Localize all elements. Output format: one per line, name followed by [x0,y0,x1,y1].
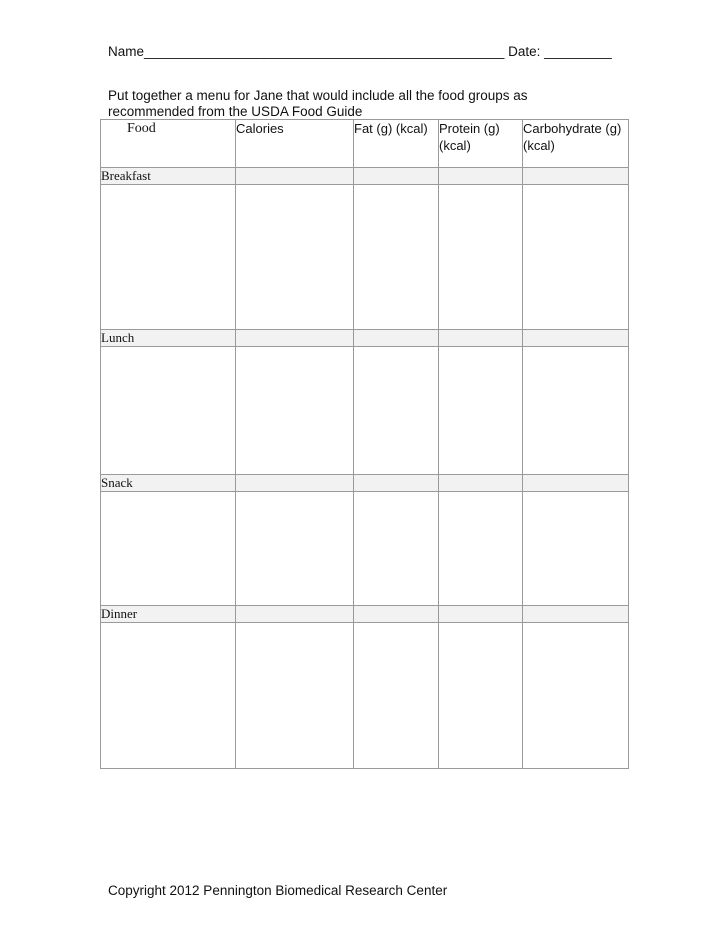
snack-entry-row [101,492,629,606]
meal-cell [523,606,629,623]
menu-table [100,119,629,769]
meal-label-snack: Snack [101,475,236,492]
entry-cell-calories[interactable] [236,347,354,475]
entry-cell-calories[interactable] [236,492,354,606]
meal-label-dinner: Dinner [101,606,236,623]
entry-cell-fat[interactable] [354,185,439,330]
copyright-footer: Copyright 2012 Pennington Biomedical Research Center [108,883,448,898]
meal-cell [354,606,439,623]
entry-cell-carbohydrate[interactable] [523,492,629,606]
entry-cell-fat[interactable] [354,623,439,769]
meal-row-lunch [101,330,629,347]
meal-cell [354,168,439,185]
entry-cell-fat[interactable] [354,492,439,606]
meal-label-lunch: Lunch [101,330,236,347]
name-date-line[interactable]: Name________________________________________________ Date: _________ [108,44,612,59]
meal-cell [236,330,354,347]
meal-cell [354,475,439,492]
meal-row-breakfast [101,168,629,185]
breakfast-entry-row [101,185,629,330]
entry-cell-carbohydrate[interactable] [523,347,629,475]
column-header-food: Food [101,120,236,168]
entry-cell-food[interactable] [101,185,236,330]
entry-cell-carbohydrate[interactable] [523,185,629,330]
meal-cell [354,330,439,347]
entry-cell-carbohydrate[interactable] [523,623,629,769]
meal-cell [439,168,523,185]
lunch-entry-row [101,347,629,475]
meal-cell [236,606,354,623]
meal-cell [523,168,629,185]
column-header-fat: Fat (g) (kcal) [354,120,439,168]
entry-cell-food[interactable] [101,623,236,769]
column-header-carbohydrate: Carbohydrate (g) (kcal) [523,120,629,168]
entry-cell-food[interactable] [101,347,236,475]
meal-cell [236,475,354,492]
meal-label-breakfast: Breakfast [101,168,236,185]
column-header-protein: Protein (g) (kcal) [439,120,523,168]
meal-cell [439,475,523,492]
entry-cell-calories[interactable] [236,623,354,769]
header-row [101,120,629,168]
meal-cell [439,330,523,347]
instructions-text: Put together a menu for Jane that would include all the food groups as recommended from the USDA Food Guide [108,88,528,119]
entry-cell-protein[interactable] [439,623,523,769]
meal-cell [236,168,354,185]
meal-cell [439,606,523,623]
entry-cell-protein[interactable] [439,347,523,475]
entry-cell-calories[interactable] [236,185,354,330]
meal-cell [523,330,629,347]
entry-cell-food[interactable] [101,492,236,606]
meal-cell [523,475,629,492]
meal-row-dinner [101,606,629,623]
meal-row-snack [101,475,629,492]
dinner-entry-row [101,623,629,769]
entry-cell-protein[interactable] [439,185,523,330]
column-header-calories: Calories [236,120,354,168]
entry-cell-fat[interactable] [354,347,439,475]
entry-cell-protein[interactable] [439,492,523,606]
